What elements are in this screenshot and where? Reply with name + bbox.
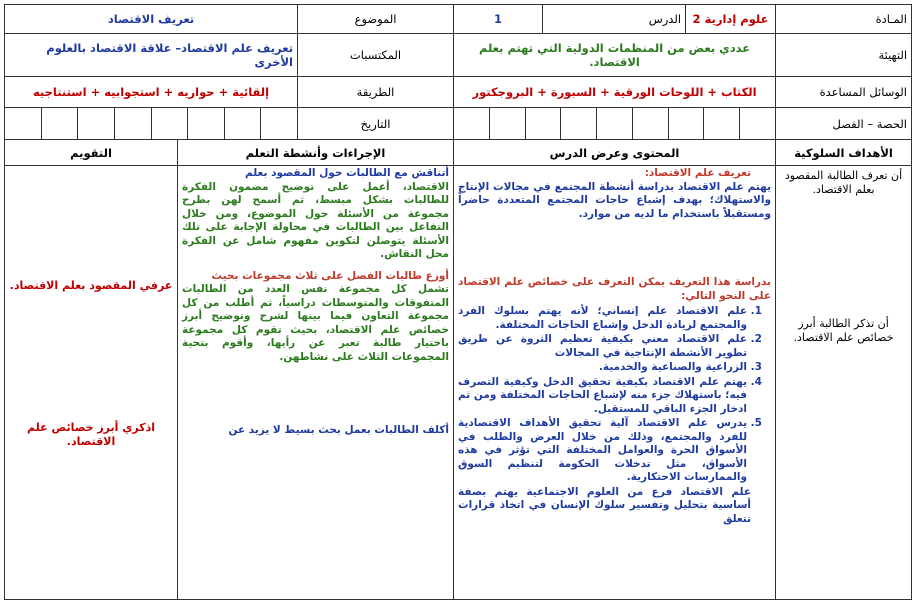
feature-item: 4. يهتم علم الاقتصاد بكيفية تحقيق الدخل وكيفية التصرف فيه؛ باستهلاك جزء منه لإشباع الحاجات المختلفة ومن ثم ادخار الجزء الباقي للمستقبل. bbox=[458, 376, 747, 417]
header-row-3 bbox=[5, 77, 912, 108]
closing-text: علم الاقتصاد فرع من العلوم الاجتماعية يهتم بصفة أساسية بتحليل وتفسير سلوك الإنسان في اتخاذ قرارات تتعلق bbox=[458, 485, 752, 525]
column-headers bbox=[5, 140, 912, 166]
procedures-cell bbox=[178, 166, 454, 600]
date-cells bbox=[5, 108, 298, 140]
features-intro: بدراسة هذا التعريف يمكن التعرف على خصائص علم الاقتصاد على النحو التالي: bbox=[458, 276, 772, 302]
objective-2: أن تذكر الطالبة أبرز خصائص علم الاقتصاد. bbox=[793, 317, 894, 344]
feature-item: 1. علم الاقتصاد علم إنساني؛ لأنه يهتم بسلوك الفرد والمجتمع لزيادة الدخل وإشباع الحاجات المختلفة. bbox=[458, 305, 747, 332]
subject-value: علوم إدارية 2 bbox=[686, 5, 776, 34]
col-evaluation: التقويم bbox=[5, 140, 178, 166]
procedure-2-lead: أوزع طالبات الفصل على ثلاث مجموعات بحيث bbox=[211, 269, 450, 282]
definition-text: يهتم علم الاقتصاد بدراسة أنشطة المجتمع في مجالات الإنتاج والاستهلاك؛ بهدف إشباع حاجات المجتمع المتعددة حاضراً ومستقبلاً باستخدام ما لديه من موارد. bbox=[458, 180, 772, 220]
period-row bbox=[5, 108, 912, 140]
header-row-2 bbox=[5, 34, 912, 77]
intro-value: عددي بعض من المنظمات الدولية التي تهتم بعلم الاقتصاد. bbox=[454, 34, 776, 77]
method-value: إلقائية + حواريه + استجوابيه + استنتاجيه bbox=[5, 77, 298, 108]
topic-label: الموضوع bbox=[298, 5, 454, 34]
procedure-3-lead: أكلف الطالبات بعمل بحث بسيط لا يزيد عن bbox=[228, 424, 450, 436]
date-label: التاريخ bbox=[298, 108, 454, 140]
subject-label: المـادة bbox=[776, 5, 912, 34]
method-label: الطريقة bbox=[298, 77, 454, 108]
definition-title: تعريف علم الاقتصاد: bbox=[644, 167, 752, 179]
lesson-number: 1 bbox=[454, 5, 543, 34]
acquired-label: المكتسبات bbox=[298, 34, 454, 77]
procedure-2-text: تشمل كل مجموعة نفس العدد من الطالبات المتفوقات والمتوسطات دراسياً، ثم أطلب من كل مجموعة التعاون فيما بينها لشرح وتوضيح أبرز خصائص علم الاقتصاد، بحيث تقوم كل مجموعة باختيار طالبة تعبر عن رأيها، وأقوم بتحية المجموعات الثلاث على نشاطهن. bbox=[182, 283, 450, 363]
body-row bbox=[5, 166, 912, 600]
topic-value: تعريف الاقتصاد bbox=[5, 5, 298, 34]
col-objectives: الأهداف السلوكية bbox=[776, 140, 912, 166]
evaluation-cell bbox=[5, 166, 178, 600]
col-content: المحتوى وعرض الدرس bbox=[454, 140, 776, 166]
aids-label: الوسائل المساعدة bbox=[776, 77, 912, 108]
lesson-label: الدرس bbox=[543, 5, 686, 34]
period-cells bbox=[454, 108, 776, 140]
aids-value: الكتاب + اللوحات الورقية + السبورة + البروجكتور bbox=[454, 77, 776, 108]
acquired-value: تعريف علم الاقتصاد– علاقة الاقتصاد بالعلوم الأخرى bbox=[5, 34, 298, 77]
col-procedures: الإجراءات وأنشطة التعلم bbox=[178, 140, 454, 166]
feature-item: 2. علم الاقتصاد معني بكيفية تعظيم الثروة عن طريق تطوير الأنشطة الإنتاجية في المجالات bbox=[458, 333, 747, 360]
procedure-1-lead: أتناقش مع الطالبات حول المقصود بعلم bbox=[245, 167, 450, 179]
lesson-plan-table bbox=[4, 4, 912, 600]
objective-1: أن تعرف الطالبة المقصود بعلم الاقتصاد. bbox=[784, 169, 903, 196]
evaluation-1: عرفي المقصود بعلم الاقتصاد. bbox=[9, 279, 173, 292]
procedure-1-text: الاقتصاد، أعمل على توضيح مضمون الفكرة للطالبات بشكل مبسط، ثم أسمح لهن بطرح مجموعة من الأسئلة حول الموضوع، ومن خلال التفاعل بين الطالبات في محاولة الإجابة على تلك الأسئلة يتوصلن لتكوين مفهوم شامل عن الفكرة محل النقاش. bbox=[182, 180, 450, 260]
period-label: الحصة – الفصل bbox=[776, 108, 912, 140]
header-row-1 bbox=[5, 5, 912, 34]
features-list bbox=[458, 305, 771, 485]
feature-item: 5. يدرس علم الاقتصاد آلية تحقيق الأهداف الاقتصادية للفرد والمجتمع، وذلك من خلال العرض والطلب في الأسواق الحرة والعوامل المختلفة التي تؤثر في هذه الأسواق، مثل تدخلات الحكومة لتنظيم السوق والممارسات الاحتكارية. bbox=[458, 417, 747, 485]
content-cell bbox=[454, 166, 776, 600]
evaluation-2: اذكري أبرز خصائص علم الاقتصاد. bbox=[27, 421, 155, 448]
intro-label: التهيئة bbox=[776, 34, 912, 77]
objectives-cell bbox=[776, 166, 912, 600]
feature-item: 3. الزراعية والصناعية والخدمية. bbox=[458, 361, 747, 375]
